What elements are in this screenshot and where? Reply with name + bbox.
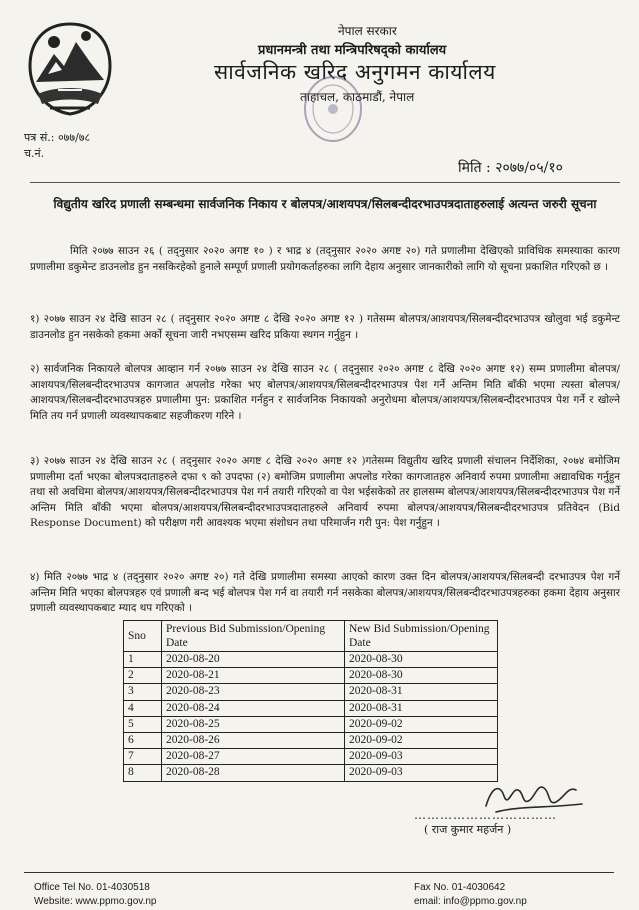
office-stamp-icon	[302, 74, 364, 144]
cell-new-date: 2020-08-31	[345, 700, 498, 716]
cell-new-date: 2020-09-02	[345, 732, 498, 748]
footer-website: Website: www.ppmo.gov.np	[34, 896, 157, 907]
table-row	[124, 716, 498, 732]
cell-sno: 3	[124, 684, 162, 700]
nepal-emblem-icon	[24, 20, 116, 118]
footer-email: email: info@ppmo.gov.np	[414, 896, 527, 907]
table-row	[124, 732, 498, 748]
notice-subject: विद्युतीय खरिद प्रणाली सम्बन्धमा सार्वजनिक निकाय र बोलपत्र/आशयपत्र/सिलबन्दीदरभाउपत्रदाताहरुलाई अत्यन्त जरुरी सूचना	[53, 197, 597, 211]
cell-sno: 5	[124, 716, 162, 732]
table-header-row	[124, 621, 498, 652]
letter-date: मिति : २०७७/०५/१०	[458, 160, 563, 176]
cell-sno: 6	[124, 732, 162, 748]
footer-divider	[24, 872, 614, 873]
table-row	[124, 684, 498, 700]
cell-sno: 1	[124, 652, 162, 668]
point-2-paragraph: २) सार्वजनिक निकायले बोलपत्र आव्हान गर्न २०७७ साउन २४ देखि साउन २८ ( तद्नुसार २०२० अगष्ट ८ देखि २०२० अगष्ट १२) सम्म प्रणालीमा बोलपत्र/आशयपत्र/सिलबन्दीदरभाउपत्र कागजात अपलोड गरेका भए बोलपत्र/आशयपत्र/सिलबन्दीदरभाउपत्र पेश गर्ने अन्तिम मिति बाँकी भएमा त्यस्ता बोलपत्र/आशयपत्र/सिलबन्दीदरभाउपत्रहरु प्रणालीमा पुन: प्रकाशित गर्नहुन र सार्वजनिक निकायको अनुरोधमा बोलपत्र/आशयपत्र/सिलबन्दीदरभाउपत्र पेश गर्ने र खोल्ने मिति तय गर्न प्रणाली व्यवस्थापकबाट सहजीकरण गरिने ।	[30, 363, 620, 422]
letter-number: पत्र सं.: ०७७/७८	[24, 131, 91, 144]
cell-sno: 4	[124, 700, 162, 716]
government-label: नेपाल सरकार	[338, 24, 397, 38]
table-row	[124, 700, 498, 716]
footer-telephone: Office Tel No. 01-4030518	[34, 882, 150, 893]
cell-previous-date: 2020-08-20	[162, 652, 345, 668]
table-row	[124, 749, 498, 765]
dispatch-number: च.नं.	[24, 147, 45, 160]
footer-fax: Fax No. 01-4030642	[414, 882, 506, 893]
cell-new-date: 2020-08-30	[345, 668, 498, 684]
cell-previous-date: 2020-08-24	[162, 700, 345, 716]
ppmo-title: सार्वजनिक खरिद अनुगमन कार्यालय	[214, 60, 496, 84]
cell-previous-date: 2020-08-26	[162, 732, 345, 748]
col-sno-header: Sno	[124, 621, 162, 652]
cell-previous-date: 2020-08-23	[162, 684, 345, 700]
bid-date-table	[123, 620, 498, 782]
cell-new-date: 2020-08-30	[345, 652, 498, 668]
point-3-paragraph: ३) २०७७ साउन २४ देखि साउन २८ ( तद्नुसार २०२० अगष्ट ८ देखि २०२० अगष्ट १२ )गतेसम्म विद्युतीय खरिद प्रणाली संचालन निर्देशिका, २०७४ बमोजिम प्रणालीमा दर्ता भएका बोलपत्रदाताहरुले दफा ९ को उपदफा (२) बमोजिम प्रणालीमा अपलोड गरेका कागजातहरु अनिवार्य रुपमा प्रणालीमा अद्यावधिक गर्नुहुन तथा सो अवधिमा बोलपत्र/आशयपत्र/सिलबन्दीदरभाउपत्र पेश गर्न तयारी गरिएको वा पेश भईसकेको तर हालसम्म बोलपत्र/आशयपत्र/सिलबन्दीदरभाउपत्र पेश गर्ने अन्तिम मिति बाँकी भएमा बोलपत्र/आशयपत्र/सिलबन्दीदरभाउपत्रदाताहरुले अनिवार्य रुपमा बोलपत्र/आशयपत्र/सिलबन्दीदरभाउपत्र प्रतिवेदन (Bid Response Document) को परीक्षण गरी आवश्यक भएमा संशोधन तथा परिमार्जन गरी पुन: पेश गर्नुहुन ।	[30, 455, 620, 529]
point-1-paragraph: १) २०७७ साउन २४ देखि साउन २८ ( तद्नुसार २०२० अगष्ट ८ देखि २०२० अगष्ट १२ ) गतेसम्म बोलपत्र/आशयपत्र/सिलबन्दीदरभाउपत्र खोलुवा भई डकुमेन्ट डाउनलोड हुन नसकेको हकमा अर्को सूचना जारी नभएसम्म खरिद प्रकिया स्थगन गर्नुहुन ।	[30, 313, 620, 341]
signer-name: ( राज कुमार महर्जन )	[424, 823, 512, 836]
intro-paragraph: मिति २०७७ साउन २६ ( तद्नुसार २०२० अगष्ट १० ) र भाद्र ४ (तद्नुसार २०२० अगष्ट २०) गते प्रणालीमा देखिएको प्राविधिक समस्याका कारण प्रणालीमा डकुमेन्ट डाउनलोड हुन नसकिरहेको हुनाले सम्पूर्ण प्रणाली प्रयोगकर्ताहरुका लागि देहाय अनुसार जानकारीको लागि यो सूचना प्रकाशित गरिएको छ ।	[30, 245, 620, 273]
cell-sno: 2	[124, 668, 162, 684]
office-name: प्रधानमन्त्री तथा मन्त्रिपरिषद्को कार्यालय	[258, 43, 447, 58]
office-address: ताहाचल, काठमाडौं, नेपाल	[300, 90, 415, 104]
cell-new-date: 2020-09-03	[345, 765, 498, 781]
point-4-paragraph: ४) मिति २०७७ भाद्र ४ (तद्नुसार २०२० अगष्ट २०) गते देखि प्रणालीमा समस्या आएको कारण उक्त दिन बोलपत्र/आशयपत्र/सिलबन्दी दरभाउपत्र पेश गर्ने अन्तिम मिति भएका बोलपत्रहरु एवं प्रणाली बन्द भई बोलपत्र पेश गर्न वा तयारी गर्न नसकेका बोलपत्र/आशयपत्र/सिलबन्दीदरभाउपत्रहरुका हकमा देहाय अनुसार प्रणाली व्यवस्थापकबाट म्याद थप गरिएको ।	[30, 571, 620, 614]
cell-previous-date: 2020-08-25	[162, 716, 345, 732]
cell-new-date: 2020-09-03	[345, 749, 498, 765]
table-row	[124, 652, 498, 668]
col-previous-date-header: Previous Bid Submission/Opening Date	[162, 621, 345, 652]
cell-sno: 7	[124, 749, 162, 765]
signature-line: ……………………………	[414, 808, 557, 822]
table-row	[124, 668, 498, 684]
cell-previous-date: 2020-08-21	[162, 668, 345, 684]
table-row	[124, 765, 498, 781]
cell-previous-date: 2020-08-27	[162, 749, 345, 765]
cell-previous-date: 2020-08-28	[162, 765, 345, 781]
header-divider	[30, 182, 620, 183]
cell-new-date: 2020-08-31	[345, 684, 498, 700]
col-new-date-header: New Bid Submission/Opening Date	[345, 621, 498, 652]
cell-new-date: 2020-09-02	[345, 716, 498, 732]
cell-sno: 8	[124, 765, 162, 781]
